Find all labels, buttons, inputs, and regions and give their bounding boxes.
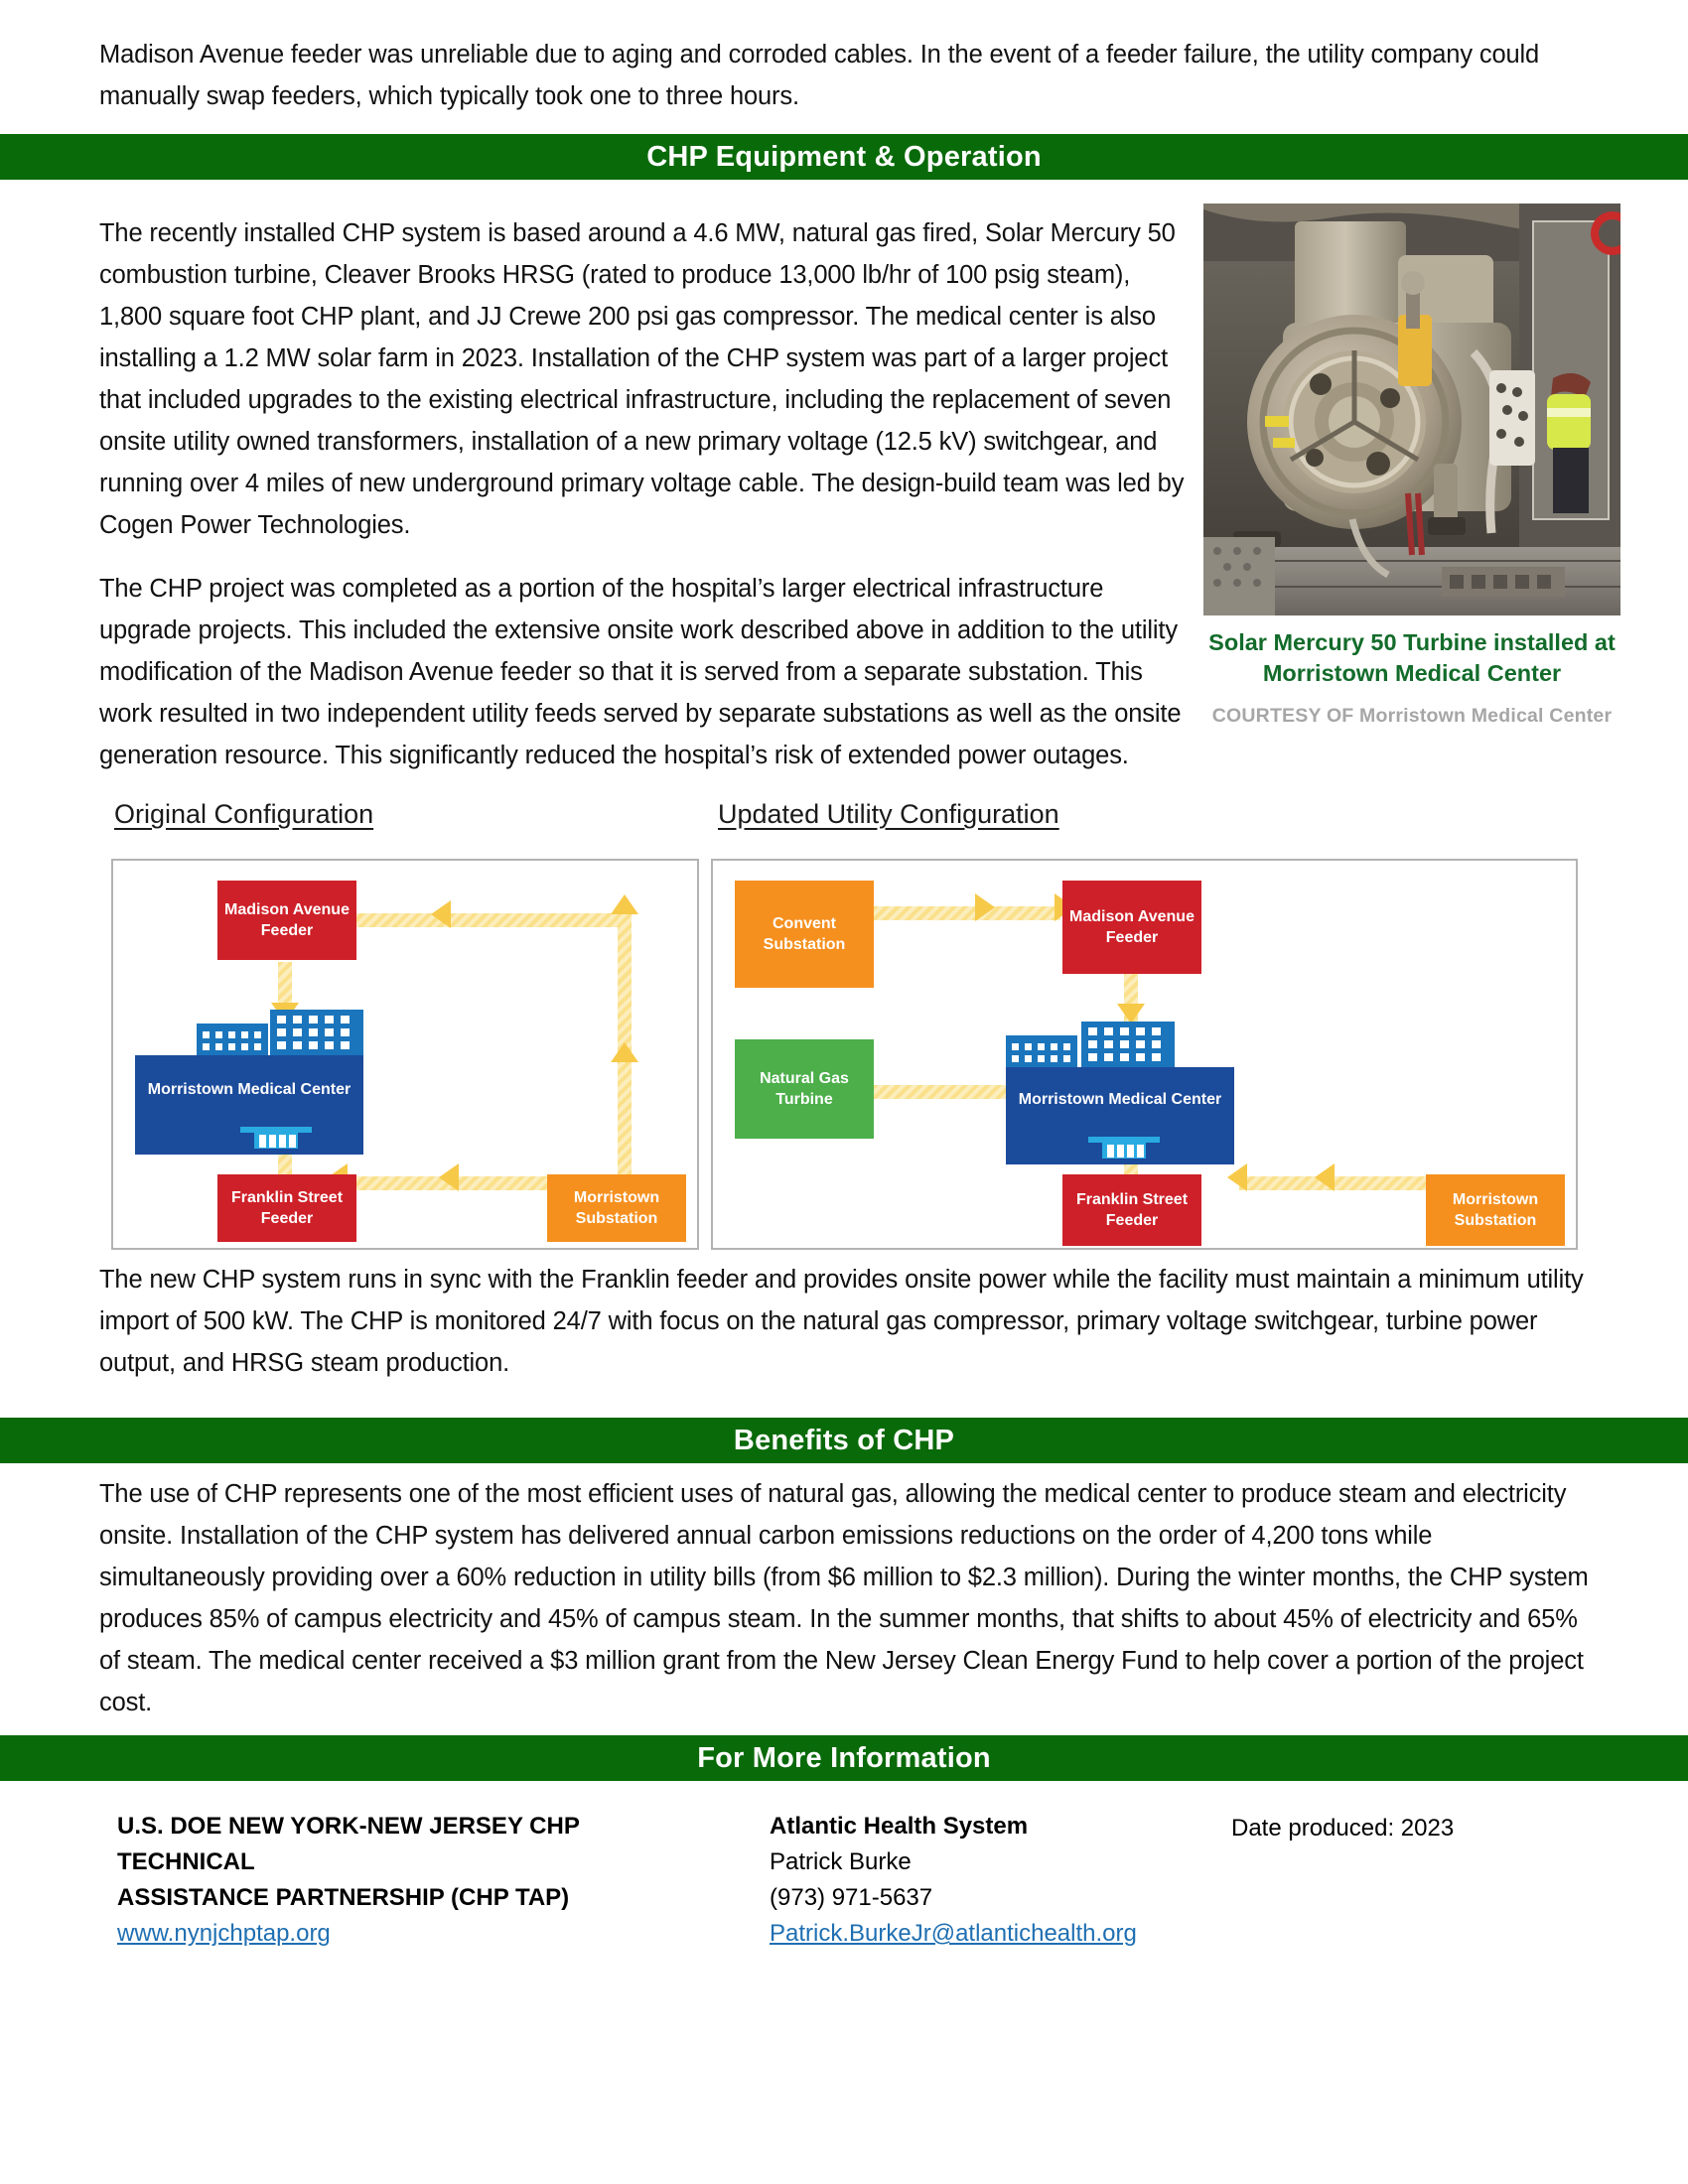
footer-contact-phone: (973) 971-5637 (770, 1884, 933, 1911)
footer-contact-org: Atlantic Health System (770, 1813, 1029, 1840)
arrow-head-left-bottom-mid (439, 1163, 459, 1191)
node-label: Morristown Substation (1452, 1191, 1539, 1229)
intro-paragraph: Madison Avenue feeder was unreliable due to aging and corroded cables. In the event of a feeder failure, the utility company could manually swap feeders, which typically took one to three hours. (99, 41, 1540, 110)
footer (0, 1809, 1688, 2027)
arrow-head-left-top (431, 900, 451, 928)
solar-mercury-50-turbine-photo (1203, 204, 1620, 615)
footer-contact-name: Patrick Burke (770, 1848, 912, 1875)
footer-date-column (1231, 1811, 1609, 1846)
node-label: Madison Avenue Feeder (224, 901, 350, 939)
node-franklin-street-feeder[interactable] (217, 1174, 356, 1242)
arrow-substation-to-franklin (1239, 1176, 1433, 1190)
node-madison-avenue-feeder[interactable] (217, 881, 356, 960)
operation-paragraph: The new CHP system runs in sync with the Franklin feeder and provides onsite power while the facility must maintain a minimum utility import of 500 kW. The CHP is monitored 24/7 with focus on the natural gas compressor, primary voltage switchgear, turbine power output, and HRSG steam production. (99, 1266, 1584, 1377)
footer-org-name-line2: ASSISTANCE PARTNERSHIP (CHP TAP) (117, 1884, 570, 1911)
arrow-head-left-substation (1315, 1163, 1335, 1191)
node-morristown-substation[interactable] (547, 1174, 686, 1242)
hospital-building-icon (1006, 1022, 1234, 1067)
section-banner-label: Benefits of CHP (733, 1424, 955, 1456)
node-label: Morristown Medical Center (1018, 1091, 1222, 1108)
arrow-head-up-topright (611, 894, 638, 914)
node-label: Morristown Substation (573, 1189, 660, 1227)
node-madison-avenue-feeder[interactable] (1062, 881, 1201, 974)
equipment-paragraph-1: The recently installed CHP system is based around a 4.6 MW, natural gas fired, Solar Mercury 50 combustion turbine, Cleaver Brooks HRSG (rated to produce 13,000 lb/hr of 100 psig steam), 1,800 square foot CHP plant, and JJ Crewe 200 psi gas compressor. The medical center is also installing a 1.2 MW solar farm in 2023. Installation of the CHP system was part of a larger project that included upgrades to the existing electrical infrastructure, including the replacement of seven onsite utility owned transformers, installation of a new primary voltage (12.5 kV) switchgear, and running over 4 miles of new underground primary voltage cable. The design-build team was led by Cogen Power Technologies. (99, 219, 1185, 539)
hospital-building-icon (135, 1010, 363, 1055)
node-label: Madison Avenue Feeder (1069, 908, 1195, 946)
chp-plant-icon (1088, 1137, 1160, 1159)
footer-org-name-line1: U.S. DOE NEW YORK-NEW JERSEY CHP TECHNICAL (117, 1813, 580, 1875)
node-label: Convent Substation (763, 915, 846, 953)
section-banner-label: For More Information (697, 1741, 991, 1774)
node-label: Franklin Street Feeder (1075, 1191, 1189, 1229)
footer-contact-email-link[interactable]: Patrick.BurkeJr@atlantichealth.org (770, 1920, 1137, 1947)
photo-courtesy: COURTESY OF Morristown Medical Center (1211, 705, 1613, 727)
footer-org-column (117, 1809, 713, 1952)
arrow-head-right-convent (975, 893, 995, 921)
diagram-original-configuration (111, 859, 699, 1250)
node-natural-gas-turbine[interactable] (735, 1039, 874, 1139)
node-label: Morristown Medical Center (147, 1081, 352, 1098)
photo-caption: Solar Mercury 50 Turbine installed at Morristown Medical Center (1208, 629, 1616, 686)
equipment-paragraph-2: The CHP project was completed as a portion of the hospital’s larger electrical infrastructure upgrade projects. This included the extensive onsite work described above in addition to the utility modification of the Madison Avenue feeder so that it is served from a separate substation. This work resulted in two independent utility feeds served by separate substations as well as the onsite generation resource. This significantly reduced the hospital’s risk of extended power outages. (99, 575, 1182, 769)
chp-plant-icon (240, 1127, 312, 1149)
diagram-title-updated: Updated Utility Configuration (718, 799, 1059, 829)
node-convent-substation[interactable] (735, 881, 874, 988)
section-banner-label: CHP Equipment & Operation (646, 140, 1042, 173)
diagram-updated-configuration (711, 859, 1578, 1250)
node-franklin-street-feeder[interactable] (1062, 1174, 1201, 1246)
arrow-head-left-franklin (1227, 1163, 1247, 1191)
node-label: Natural Gas Turbine (760, 1070, 849, 1108)
node-morristown-substation[interactable] (1426, 1174, 1565, 1246)
arrow-head-down-hospital (1117, 1004, 1145, 1024)
diagram-title-original: Original Configuration (114, 799, 374, 829)
node-label: Franklin Street Feeder (230, 1189, 344, 1227)
equipment-text-column (99, 212, 1192, 798)
footer-date-produced: Date produced: 2023 (1231, 1815, 1455, 1842)
section-banner-more-information (0, 1735, 1688, 1781)
arrow-head-up-right (611, 1042, 638, 1062)
benefits-paragraph: The use of CHP represents one of the most efficient uses of natural gas, allowing the medical center to produce steam and electricity onsite. Installation of the CHP system has delivered annual carbon emissions reductions on the order of 4,200 tons while simultaneously providing over a 60% reduction in utility bills (from $6 million to $2.3 million). During the winter months, the CHP system produces 85% of campus electricity and 45% of campus steam. In the summer months, that shifts to about 45% of electricity and 65% of steam. The medical center received a $3 million grant from the New Jersey Clean Energy Fund to help cover a portion of the project cost. (99, 1480, 1589, 1716)
footer-contact-column (770, 1809, 1226, 1952)
section-banner-benefits (0, 1418, 1688, 1463)
footer-website-link[interactable]: www.nynjchptap.org (117, 1920, 331, 1947)
section-banner-chp-equipment (0, 134, 1688, 180)
arrow-convent-to-madison (862, 906, 1060, 920)
turbine-photo-block (1203, 204, 1620, 728)
worker-figure (1547, 373, 1591, 513)
arrow-top-run (327, 913, 625, 927)
